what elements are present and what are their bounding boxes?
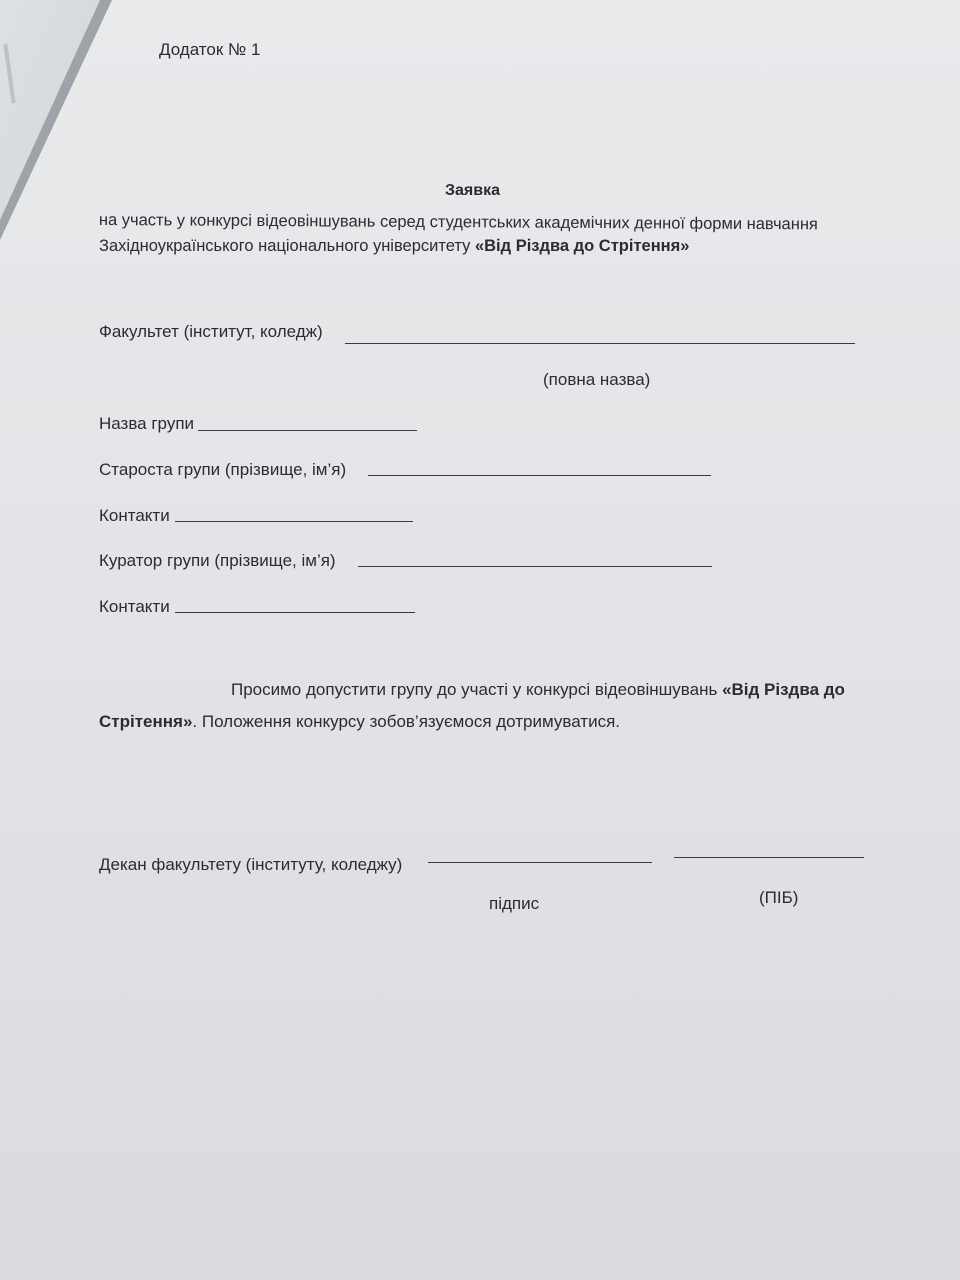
request-contest-name-1: «Від Різдва до	[722, 680, 845, 699]
subtitle-contest-name: «Від Різдва до Стрітення»	[474, 237, 690, 255]
contacts-field-2[interactable]	[175, 612, 415, 613]
dean-name-field[interactable]	[674, 857, 864, 858]
curator-label: Куратор групи (прізвище, ім’я)	[99, 551, 336, 570]
contacts-label-1: Контакти	[99, 506, 170, 525]
document-title: Заявка	[445, 182, 500, 199]
contacts-label-2: Контакти	[99, 597, 170, 616]
faculty-field[interactable]	[345, 343, 855, 344]
underlying-paper-marks	[3, 43, 15, 103]
signature-hint: підпис	[489, 894, 540, 913]
faculty-hint: (повна назва)	[543, 370, 651, 389]
subtitle-university: Західноукраїнського національного університету	[99, 237, 475, 255]
faculty-label: Факультет (інститут, коледж)	[99, 322, 323, 341]
subtitle-line-1: на участь у конкурсі відеовіншувань серед студентських академічних денної форми навчання	[98, 210, 818, 234]
contacts-field-1[interactable]	[175, 521, 413, 522]
name-hint: (ПІБ)	[759, 888, 799, 907]
group-name-field[interactable]	[198, 430, 417, 431]
request-text-1: Просимо допустити групу до участі у конкурсі відеовіншувань	[231, 680, 723, 699]
subtitle-line-2	[99, 236, 689, 256]
group-head-field[interactable]	[368, 475, 711, 476]
group-name-label: Назва групи	[99, 414, 195, 433]
group-head-label: Староста групи (прізвище, ім’я)	[99, 460, 347, 479]
dean-label: Декан факультету (інституту, коледжу)	[99, 855, 403, 874]
request-text-2: . Положення конкурсу зобов’язуємося дотримуватися.	[192, 712, 621, 731]
dean-signature-field[interactable]	[428, 862, 652, 863]
request-line-1	[231, 680, 845, 700]
appendix-label: Додаток № 1	[159, 40, 261, 59]
request-contest-name-2: Стрітення»	[99, 712, 193, 731]
request-line-2	[99, 712, 620, 732]
curator-field[interactable]	[358, 566, 712, 567]
